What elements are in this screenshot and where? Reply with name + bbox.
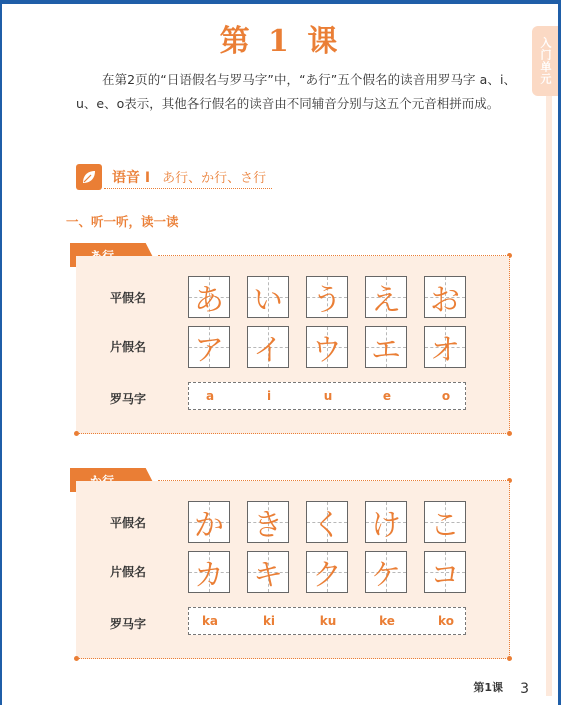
kana-cell: [424, 551, 466, 593]
kana-cell: [188, 326, 230, 368]
kana-cell: [365, 501, 407, 543]
kana-char: キ: [253, 558, 283, 593]
kana-char: ウ: [312, 333, 342, 368]
romaji-text: ko: [438, 614, 454, 628]
kana-cell: [188, 501, 230, 543]
kana-char: お: [430, 283, 460, 318]
leaf-icon: [76, 164, 102, 190]
kana-char: か: [194, 508, 224, 543]
kana-char: ク: [312, 558, 342, 593]
hiragana-label: 平假名: [110, 291, 147, 305]
page-top-edge: [0, 0, 561, 4]
kana-cell: [424, 276, 466, 318]
romaji-text: i: [266, 389, 272, 403]
unit-side-tab: 入门单元: [532, 26, 558, 96]
page-left-edge: [0, 0, 2, 705]
kana-cell: [247, 276, 289, 318]
romaji-label: 罗马字: [110, 392, 147, 406]
kana-cell: [365, 276, 407, 318]
kana-char: き: [253, 508, 283, 543]
kana-char: オ: [430, 333, 460, 368]
section-title: 语音 Ⅰ: [112, 169, 151, 186]
kana-cell: [365, 326, 407, 368]
katakana-label: 片假名: [110, 565, 147, 579]
kana-cell: [188, 551, 230, 593]
side-decoration: [546, 96, 552, 696]
romaji-text: u: [323, 389, 333, 403]
romaji-row: [188, 607, 466, 635]
kana-char: あ: [194, 283, 224, 318]
section-title-box: [104, 165, 272, 189]
kana-char: カ: [194, 558, 224, 593]
romaji-text: o: [441, 389, 451, 403]
footer-lesson-label: 第1课: [473, 681, 503, 694]
dot-marker: [507, 656, 512, 661]
subheading: 一、听一听，读一读: [66, 214, 179, 229]
romaji-row: [188, 382, 466, 410]
kana-cell: [247, 326, 289, 368]
kana-cell: [365, 551, 407, 593]
kana-cell: [247, 551, 289, 593]
dot-marker: [74, 431, 79, 436]
kana-cell: [247, 501, 289, 543]
romaji-text: a: [205, 389, 215, 403]
kana-char: え: [371, 283, 401, 318]
romaji-text: ke: [379, 614, 395, 628]
katakana-label: 片假名: [110, 340, 147, 354]
kana-char: う: [312, 283, 342, 318]
romaji-text: ka: [201, 614, 219, 628]
kana-char: ケ: [371, 558, 401, 593]
kana-cell: [306, 326, 348, 368]
romaji-text: ku: [319, 614, 337, 628]
kana-cell: [424, 501, 466, 543]
kana-char: エ: [371, 333, 401, 368]
kana-char: こ: [430, 508, 460, 543]
kana-cell: [306, 551, 348, 593]
section-header: [76, 164, 272, 190]
romaji-text: ki: [262, 614, 276, 628]
kana-cell: [424, 326, 466, 368]
kana-char: け: [371, 508, 401, 543]
dot-marker: [74, 656, 79, 661]
kana-char: イ: [253, 333, 283, 368]
kana-char: く: [312, 508, 342, 543]
kana-char: コ: [430, 558, 460, 593]
kana-cell: [306, 501, 348, 543]
hiragana-label: 平假名: [110, 516, 147, 530]
kana-char: い: [253, 283, 283, 318]
romaji-text: e: [382, 389, 392, 403]
section-subtitle: あ行、か行、さ行: [162, 171, 267, 186]
page-title: 第 1 课: [219, 24, 342, 59]
dot-marker: [507, 431, 512, 436]
kana-cell: [306, 276, 348, 318]
panel-ka-row: [76, 481, 510, 659]
panel-a-row: [76, 256, 510, 434]
intro-paragraph: 在第2页的“日语假名与罗马字”中，“あ行”五个假名的读音用罗马字 a、i、u、e、o表示，其他各行假名的读音由不同辅音分别与这五个元音相拼而成。: [76, 72, 516, 111]
kana-cell: [188, 276, 230, 318]
page-number: 3: [520, 681, 529, 697]
kana-char: ア: [194, 333, 224, 368]
romaji-label: 罗马字: [110, 617, 147, 631]
